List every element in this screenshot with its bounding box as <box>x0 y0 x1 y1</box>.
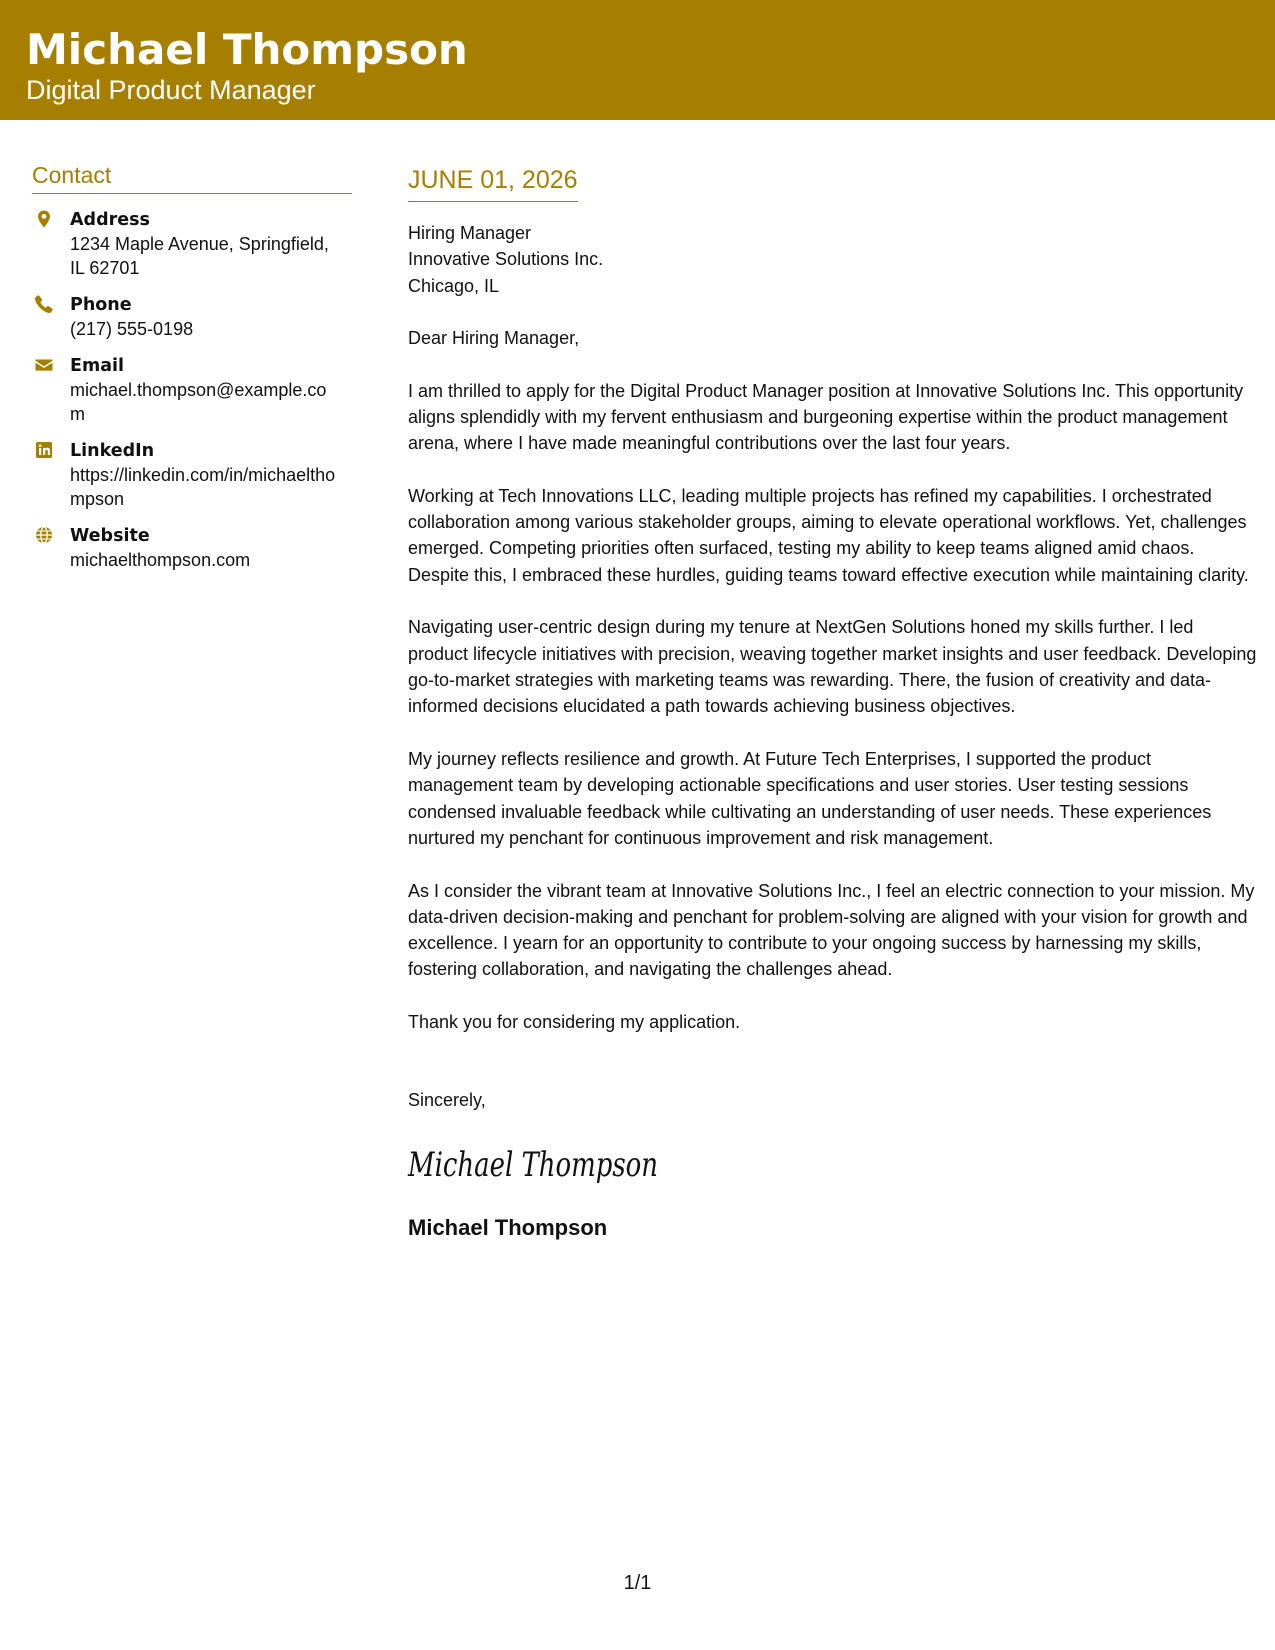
website-label: Website <box>70 526 150 546</box>
header-banner <box>0 0 1275 120</box>
map-pin-icon <box>34 209 54 229</box>
phone-label: Phone <box>70 295 132 315</box>
website-value: michaelthompson.com <box>70 550 251 570</box>
letter-paragraph: I am thrilled to apply for the Digital Product Manager position at Innovative Solutions Inc. This opportunity aligns splendidly with my fervent enthusiasm and burgeoning expertise within the product management arena, where I have made meaningful contributions over the last four years. <box>408 380 1244 454</box>
recipient-line: Hiring Manager <box>408 223 532 243</box>
letter-paragraph: Thank you for considering my application. <box>408 1012 741 1033</box>
recipient-block <box>408 220 1258 299</box>
linkedin-label: LinkedIn <box>70 441 155 461</box>
contact-item-website <box>32 524 352 572</box>
contact-item-email <box>32 354 352 426</box>
envelope-icon <box>34 355 54 375</box>
letter-paragraph: As I consider the vibrant team at Innovative Solutions Inc., I feel an electric connection to your mission. My data-driven decision-making and penchant for problem-solving are aligned with your vision for growth and excellence. I yearn for an opportunity to contribute to your ongoing success by harnessing my skills, fostering collaboration, and navigating the challenges ahead. <box>408 880 1255 980</box>
linkedin-icon <box>34 440 54 460</box>
letter-paragraph: My journey reflects resilience and growth. At Future Tech Enterprises, I supported the product management team by developing actionable specifications and user stories. User testing sessions condensed invaluable feedback while cultivating an understanding of user needs. These experiences nurtured my penchant for continuous improvement and risk management. <box>408 749 1212 848</box>
recipient-line: Innovative Solutions Inc. <box>408 249 604 270</box>
signer-name: Michael Thompson <box>408 1215 608 1241</box>
closing: Sincerely, <box>408 1090 486 1111</box>
applicant-name: Michael Thompson <box>26 25 468 74</box>
contact-sidebar <box>32 160 352 585</box>
handwritten-signature <box>408 1136 668 1192</box>
svg-text:Michael Thompson: Michael Thompson <box>407 1144 658 1185</box>
address-value: 1234 Maple Avenue, Springfield, IL 62701 <box>70 234 329 278</box>
contact-section-title: Contact <box>32 160 352 194</box>
applicant-job-title: Digital Product Manager <box>26 75 316 105</box>
contact-item-linkedin <box>32 439 352 511</box>
letter-date: JUNE 01, 2026 <box>408 163 578 202</box>
contact-item-phone <box>32 293 352 341</box>
recipient-line: Chicago, IL <box>408 275 500 296</box>
letter-body <box>408 163 1258 1243</box>
letter-paragraph: Navigating user-centric design during my tenure at NextGen Solutions honed my skills further. I led product lifecycle initiatives with precision, weaving together market insights and user feedback. Developing go-to-market strategies with marketing teams was rewarding. There, the fusion of creativity and data-informed decisions elucidated a path towards achieving business objectives. <box>408 617 1257 717</box>
phone-icon <box>34 294 54 314</box>
email-label: Email <box>70 356 124 376</box>
letter-paragraph: Working at Tech Innovations LLC, leading multiple projects has refined my capabilities. I orchestrated collaboration among various stakeholder groups, aiming to elevate operational workflows. Yet, challenges emerged. Competing priorities often surfaced, testing my ability to keep teams aligned amid chaos. Despite this, I embraced these hurdles, guiding teams toward effective execution while maintaining clarity. <box>408 485 1249 585</box>
email-value: michael.thompson@example.com <box>70 380 327 424</box>
contact-item-address <box>32 208 352 280</box>
salutation: Dear Hiring Manager, <box>408 327 580 348</box>
globe-icon <box>34 525 54 545</box>
page-number: 1/1 <box>623 1572 652 1594</box>
address-label: Address <box>70 210 150 230</box>
phone-value: (217) 555-0198 <box>70 319 194 339</box>
linkedin-value: https://linkedin.com/in/michaelthompson <box>70 465 336 509</box>
